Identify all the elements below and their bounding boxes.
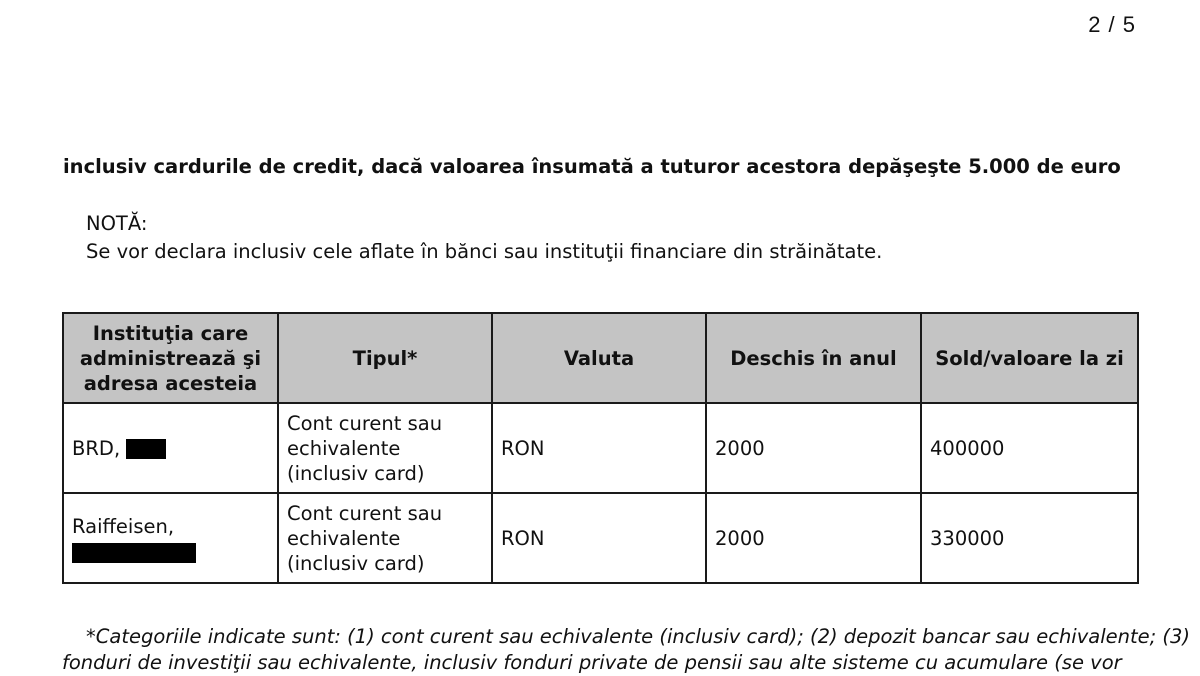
table-row: [63, 493, 1138, 583]
cell-currency: RON: [492, 403, 706, 493]
table-header-row: [63, 313, 1138, 403]
cell-opened-year: 2000: [706, 403, 921, 493]
cell-institution: [63, 403, 278, 493]
header-institution: Instituţia care administrează şi adresa acesteia: [63, 313, 278, 403]
cell-type: Cont curent sau echivalente (inclusiv card): [278, 493, 492, 583]
footnote: [62, 624, 1191, 676]
institution-name: BRD,: [72, 436, 121, 460]
institution-name: Raiffeisen,: [72, 514, 175, 538]
cell-opened-year: 2000: [706, 493, 921, 583]
cell-balance: 400000: [921, 403, 1138, 493]
cell-currency: RON: [492, 493, 706, 583]
header-type: Tipul*: [278, 313, 492, 403]
header-balance: Sold/valoare la zi: [921, 313, 1138, 403]
header-currency: Valuta: [492, 313, 706, 403]
page-number: 2 / 5: [1088, 12, 1136, 37]
cell-institution: [63, 493, 278, 583]
footnote-line: *Categoriile indicate sunt: (1) cont curent sau echivalente (inclusiv card); (2) depozit bancar sau echivalente; (3): [86, 625, 1191, 648]
redacted-address: [72, 543, 196, 563]
cell-balance: 330000: [921, 493, 1138, 583]
header-opened-year: Deschis în anul: [706, 313, 921, 403]
redacted-address: [126, 439, 166, 459]
note-label: NOTĂ:: [86, 212, 148, 235]
cell-type: Cont curent sau echivalente (inclusiv card): [278, 403, 492, 493]
section-heading: inclusiv cardurile de credit, dacă valoarea însumată a tuturor acestora depăşeşte 5.000 de euro: [63, 155, 1121, 178]
footnote-line: fonduri de investiţii sau echivalente, inclusiv fonduri private de pensii sau alte sisteme cu acumulare (se vor: [62, 651, 1122, 674]
note-text: Se vor declara inclusiv cele aflate în bănci sau instituţii financiare din străinătate.: [86, 240, 883, 263]
table-row: [63, 403, 1138, 493]
accounts-table: [62, 312, 1139, 584]
